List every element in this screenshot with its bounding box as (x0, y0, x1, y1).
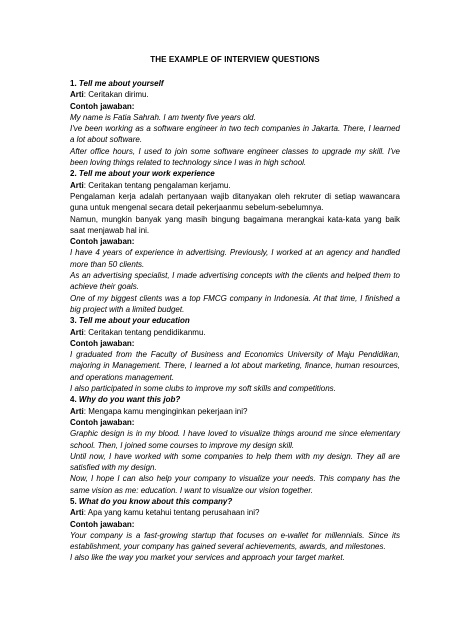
answer-paragraph: One of my biggest clients was a top FMCG company in Indonesia. At that time, I finished a big project with a limited budget. (70, 293, 400, 314)
note-paragraph: Namun, mungkin banyak yang masih bingung bagaimana merangkai kata-kata yang baik saat menjawab hal ini. (70, 214, 400, 235)
translation-line (70, 327, 400, 338)
question-4 (70, 394, 400, 405)
answer-label: Contoh jawaban: (70, 519, 135, 529)
translation-line (70, 406, 400, 417)
question-3 (70, 315, 400, 326)
question-5 (70, 496, 400, 507)
translation-text: : Ceritakan tentang pengalaman kerjamu. (83, 180, 231, 190)
answer-label: Contoh jawaban: (70, 338, 135, 348)
answer-paragraph: I also like the way you market your services and approach your target market. (70, 553, 345, 563)
question-number: 2. (70, 169, 77, 179)
question-number: 3. (70, 316, 77, 326)
question-text: Tell me about yourself (78, 79, 164, 88)
question-number: 5. (70, 496, 77, 506)
note-paragraph: Pengalaman kerja adalah pertanyaan wajib ditanyakan oleh rekruter di setiap wawancara guna untuk mengenal secara detail pekerjaanmu sebelum-sebelumnya. (70, 191, 400, 213)
translation-line (70, 507, 400, 518)
question-number: 4. (70, 395, 77, 405)
arti-label: Arti (70, 90, 84, 100)
answer-paragraph: Until now, I have worked with some companies to help them with my design. They all are satisfied with my design. (70, 451, 400, 473)
question-number: 1. (70, 79, 77, 88)
document-body (70, 78, 400, 564)
document-title: THE EXAMPLE OF INTERVIEW QUESTIONS (150, 55, 320, 64)
answer-paragraph: After office hours, I used to join some software engineer classes to upgrade my skill. I've been loving things related to technology since I was in high school. (70, 146, 400, 168)
translation-text: : Ceritakan dirimu. (83, 90, 149, 100)
question-text: What do you know about this company? (78, 496, 233, 506)
question-text: Tell me about your work experience (78, 169, 215, 179)
answer-paragraph: I graduated from the Faculty of Business and Economics University of Maju Pendidikan, majoring in Management. There, I learned a lot about marketing, finance, human resources, and operations management. (70, 350, 400, 382)
question-text: Why do you want this job? (78, 395, 181, 405)
answer-paragraph: I also participated in some clubs to improve my soft skills and competitions. (70, 384, 336, 394)
translation-line (70, 180, 400, 191)
answer-label: Contoh jawaban: (70, 417, 135, 427)
answer-paragraph: Graphic design is in my blood. I have loved to visualize things around me since elementary school. Then, I joined some courses to improve my design skill. (70, 429, 400, 450)
answer-paragraph: As an advertising specialist, I made advertising concepts with the clients and helped them to achieve their goals. (70, 271, 400, 292)
translation-text: : Apa yang kamu ketahui tentang perusahaan ini? (83, 508, 260, 518)
answer-paragraph: My name is Fatia Sahrah. I am twenty five years old. (70, 112, 256, 122)
question-1 (70, 78, 400, 89)
answer-paragraph: Now, I hope I can also help your company to visualize your needs. This company has the same vision as me: education. I want to visualize our vision together. (70, 474, 400, 495)
question-2 (70, 168, 400, 179)
answer-paragraph: I've been working as a software engineer in two tech companies in Jakarta. There, I learned a lot about software. (70, 124, 400, 145)
answer-label: Contoh jawaban: (70, 237, 135, 247)
translation-line (70, 89, 400, 100)
arti-label: Arti (70, 327, 84, 337)
arti-label: Arti (70, 508, 84, 518)
translation-text: : Ceritakan tentang pendidikanmu. (83, 327, 206, 337)
answer-label: Contoh jawaban: (70, 101, 135, 111)
arti-label: Arti (70, 406, 84, 416)
translation-text: : Mengapa kamu menginginkan pekerjaan ini? (83, 406, 248, 416)
answer-paragraph: I have 4 years of experience in advertising. Previously, I worked at an agency and handled more than 50 clients. (70, 248, 400, 269)
question-text: Tell me about your education (78, 316, 190, 326)
answer-paragraph: Your company is a fast-growing startup that focuses on e-wallet for millennials. Since its establishment, your company has gained several achievements, awards, and milestones. (70, 530, 400, 552)
arti-label: Arti (70, 180, 84, 190)
